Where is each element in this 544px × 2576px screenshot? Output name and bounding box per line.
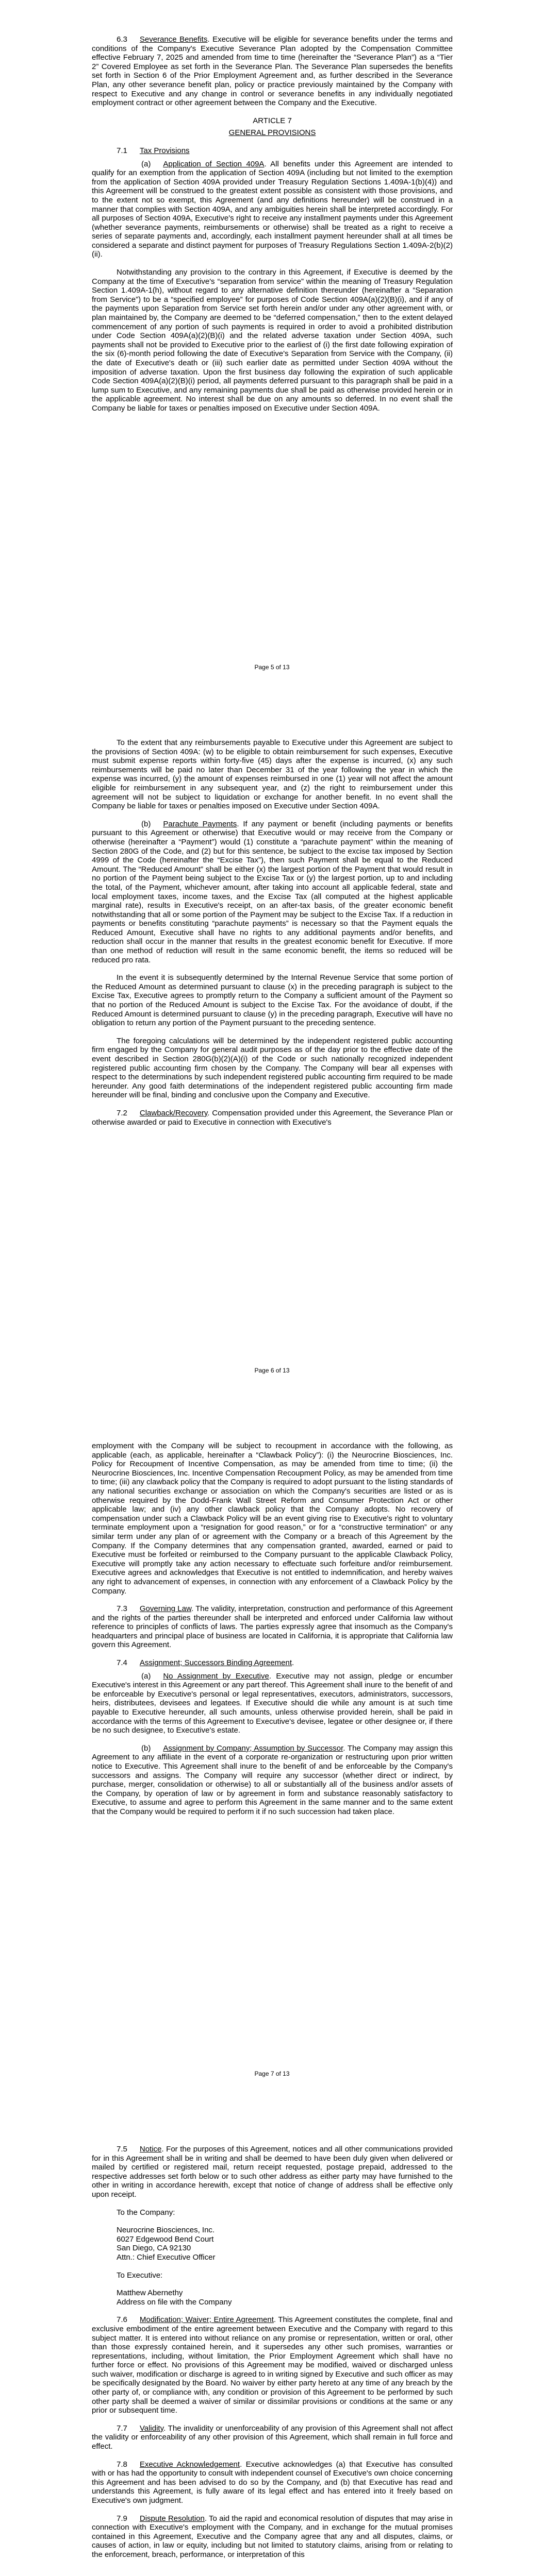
page-8 xyxy=(0,2110,544,2576)
section-text: . This Agreement constitutes the complete, final and exclusive embodiment of the entire agreement between Executive and the Company with regard to this subject matter. It is entered into without reliance on any promise or representation, written or oral, other than those expressly contained herein, and it supersedes any other such promises, warranties or representations, including, without limitation, the Prior Employment Agreement which shall have no further force or effect. No provisions of this Agreement may be modified, waived or discharged unless such waiver, modification or discharge is agreed to in writing signed by Executive and such officer as may be specifically designated by the Board. No waiver by either party hereto at any time of any breach by the other party of, or compliance with, any condition or provision of this Agreement to be performed by such other party shall be deemed a waiver of similar or dissimilar provisions or conditions at the same or any prior or subsequent time. xyxy=(92,2315,453,2415)
section-title: Governing Law xyxy=(139,1604,191,1614)
section-title: Clawback/Recovery xyxy=(139,1108,208,1117)
section-text: . The validity, interpretation, construction and performance of this Agreement and the rights of the parties thereunder shall be interpreted and enforced under California law without reference to principles of conflicts of laws. The parties expressly agree that insomuch as the Company's headquarters and principal place of business are located in California, it is appropriate that California law govern this Agreement. xyxy=(92,1604,453,1650)
page-number: Page 6 of 13 xyxy=(254,1367,290,1374)
executive-address-line: Matthew Abernethy xyxy=(117,2289,183,2298)
subsection-title: No Assignment by Executive xyxy=(163,1671,269,1681)
page-8-body xyxy=(92,2145,453,2568)
company-address-line: Neurocrine Biosciences, Inc. xyxy=(117,2226,215,2235)
section-7-9 xyxy=(92,2514,453,2560)
page-7 xyxy=(0,1406,544,2110)
company-address-line: Attn.: Chief Executive Officer xyxy=(117,2252,216,2262)
subsection-text: . Executive may not assign, pledge or encumber Executive's interest in this Agreement or any part thereof. This Agreement shall inure to the benefit of and be enforceable by Executive's personal or legal representatives, executors, administrators, successors, heirs, distributees, devisees and legatees. If Executive should die while any amount is at such time payable to Executive hereunder, all such amounts, unless otherwise provided herein, shall be paid in accordance with the terms of this Agreement to Executive's devisee, legatee or other designee or, if there be no such designee, to Executive's estate. xyxy=(92,1671,453,1735)
section-number: 7.5 xyxy=(117,2145,127,2154)
section-number: 7.1 xyxy=(117,146,127,155)
page-5 xyxy=(0,0,544,703)
section-title: Severance Benefits xyxy=(139,35,208,44)
section-title: Executive Acknowledgement xyxy=(139,2460,240,2469)
page-number: Page 5 of 13 xyxy=(254,664,290,671)
section-text: . Executive acknowledges (a) that Executive has consulted with or has had the opportunity to consult with independent counsel of Executive's own choice concerning this Agreement and has been advised to do so by the Company, and (b) that Executive has read and understands this Agreement, is fully aware of its legal effect and has entered into it freely based on Executive's own judgment. xyxy=(92,2460,453,2505)
section-text: . Compensation provided under this Agreement, the Severance Plan or otherwise awarded or paid to Executive in connection with Executive's xyxy=(92,1108,453,1127)
subsection-label: (b) xyxy=(141,1743,151,1753)
subsection-title: Assignment by Company; Assumption by Successor xyxy=(163,1743,343,1753)
irs-paragraph: In the event it is subsequently determined by the Internal Revenue Service that some portion of the Reduced Amount as determined pursuant to clause (x) in the preceding paragraph is subject to the Excise Tax, Executive agrees to promptly return to the Company a sufficient amount of the Payment so that no portion of the Reduced Amount is subject to the Excise Tax. For the avoidance of doubt, if the Reduced Amount is determined pursuant to clause (y) in the preceding paragraph, Executive will have no obligation to return any portion of the Payment pursuant to the preceding sentence. xyxy=(92,973,453,1028)
company-address-line: San Diego, CA 92130 xyxy=(117,2244,191,2253)
to-executive-label: To Executive: xyxy=(117,2270,163,2280)
section-7-8 xyxy=(92,2460,453,2505)
section-text: . The invalidity or unenforceability of any provision of this Agreement shall not affect the validity or enforceability of any other provision of this Agreement, which shall remain in full force and effect. xyxy=(92,2424,453,2451)
section-7-4-a xyxy=(92,1672,453,1735)
subsection-label: (a) xyxy=(141,1671,151,1681)
page-6 xyxy=(0,703,544,1406)
section-number: 6.3 xyxy=(117,35,127,44)
subsection-title: Application of Section 409A xyxy=(163,159,265,168)
section-text: . For the purposes of this Agreement, notices and all other communications provided for in this Agreement shall be in writing and shall be deemed to have been duly given when delivered or mailed by certified or registered mail, return receipt requested, postage prepaid, addressed to the respective addresses set forth below or to such other address as either party may have furnished to the other in writing in accordance herewith, except that notice of change of address shall be effective only upon receipt. xyxy=(92,2145,453,2199)
section-7-5 xyxy=(92,2145,453,2199)
section-number: 7.2 xyxy=(117,1108,127,1117)
section-6-3 xyxy=(92,35,453,108)
section-number: 7.6 xyxy=(117,2315,127,2325)
section-7-3 xyxy=(92,1604,453,1650)
section-number: 7.8 xyxy=(117,2460,127,2469)
subsection-label: (b) xyxy=(141,819,151,828)
to-company-label: To the Company: xyxy=(117,2208,175,2217)
section-number: 7.3 xyxy=(117,1604,127,1614)
section-7-1-a xyxy=(92,160,453,260)
subsection-text: . All benefits under this Agreement are intended to qualify for an exemption from the application of Section 409A (including but not limited to the exemption from the application of Section 409A provided under Treasury Regulation Sections 1.409A-1(b)(4)) and this Agreement will be construed to the greatest extent possible as consistent with those provisions, and to the extent not so exempt, this Agreement (and any definitions hereunder) will be construed in a manner that complies with Section 409A, and any ambiguities herein shall be interpreted accordingly. For all purposes of Section 409A, Executive's right to receive any installment payments under this Agreement (whether severance payments, reimbursements or otherwise) shall be treated as a right to receive a series of separate payments and, accordingly, each installment payment hereunder shall at all times be considered a separate and distinct payment for purposes of Treasury Regulations Section 1.409A-2(b)(2)(ii). xyxy=(92,159,453,259)
executive-address-line: Address on file with the Company xyxy=(117,2297,232,2307)
subsection-label: (a) xyxy=(141,159,151,168)
section-title: Dispute Resolution xyxy=(139,2514,205,2523)
section-7-1-heading xyxy=(92,146,453,156)
section-number: 7.9 xyxy=(117,2514,127,2523)
section-7-1-a-paragraph-2: Notwithstanding any provision to the contrary in this Agreement, if Executive is deemed by the Company at the time of Executive's “separation from service” within the meaning of Treasury Regulation Section 1.409A-1(h), without regard to any alternative definition thereunder (hereinafter a “Separation from Service”) to be a “specified employee” for purposes of Code Section 409A(a)(2)(B)(i), and if any of the payments upon Separation from Service set forth herein and/or under any other agreement with, or plan maintained by, the Company are deemed to be “deferred compensation,” then to the extent delayed commencement of any portion of such payments is required in order to avoid a prohibited distribution under Code Section 409A(a)(2)(B)(i) and the related adverse taxation under Section 409A, such payments shall not be provided to Executive prior to the earliest of (i) the first date following expiration of the six (6)-month period following the date of Executive's Separation from Service with the Company, (ii) the date of Executive's death or (iii) such earlier date as permitted under Section 409A without the imposition of adverse taxation. Upon the first business day following the expiration of such applicable Code Section 409A(a)(2)(B)(i) period, all payments deferred pursuant to this paragraph shall be paid in a lump sum to Executive, and any remaining payments due shall be paid as otherwise provided herein or in the applicable agreement. No interest shall be due on any amounts so deferred. In no event shall the Company be liable for taxes or penalties imposed on Executive under Section 409A. xyxy=(92,268,453,413)
section-7-2 xyxy=(92,1109,453,1127)
page-7-body xyxy=(92,1442,453,1825)
article-subtitle: GENERAL PROVISIONS xyxy=(228,128,316,138)
subsection-text: . The Company may assign this Agreement to any affiliate in the event of a corporate re-organization or restructuring upon prior written notice to Executive. This Agreement shall inure to the benefit of and be enforceable by the Company's successors and assigns. The Company will require any successor (whether direct or indirect, by purchase, merger, consolidation or otherwise) to all or substantially all of the business and/or assets of the Company, by operation of law or by agreement in form and substance reasonably satisfactory to Executive, to assume and agree to perform this Agreement in the same manner and to the same extent that the Company would be required to perform it if no such succession had taken place. xyxy=(92,1743,453,1816)
section-title: Notice xyxy=(139,2145,162,2154)
section-text: . To aid the rapid and economical resolution of disputes that may arise in connection with Executive's employment with the Company, and in exchange for the mutual promises contained in this Agreement, Executive and the Company agree that any and all disputes, claims, or causes of action, in law or equity, including but not limited to statutory claims, arising from or relating to the enforcement, breach, performance, or interpretation of this xyxy=(92,2514,453,2559)
section-title-period: . xyxy=(292,1658,294,1668)
page-6-body xyxy=(92,738,453,1136)
section-7-7 xyxy=(92,2424,453,2451)
section-text: . Executive will be eligible for severance benefits under the terms and conditions of the Company's Executive Severance Plan adopted by the Compensation Committee effective February 7, 2025 and amended from time to time (hereinafter the “Severance Plan”) as a “Tier 2” Covered Employee as set forth in the Severance Plan. The Severance Plan supersedes the benefits set forth in Section 6 of the Prior Employment Agreement and, as further described in the Severance Plan, any other severance benefit plan, policy or practice previously maintained by the Company with respect to Executive and any change in control or severance benefits in any individually negotiated employment contract or other agreement between the Company and the Executive. xyxy=(92,35,453,108)
section-7-1-b xyxy=(92,820,453,965)
page-number: Page 7 of 13 xyxy=(254,2070,290,2077)
section-number: 7.7 xyxy=(117,2424,127,2433)
page-5-body xyxy=(92,35,453,422)
section-title: Modification; Waiver; Entire Agreement xyxy=(139,2315,274,2325)
section-7-4-heading xyxy=(92,1658,453,1668)
article-title: ARTICLE 7 xyxy=(253,116,292,125)
section-title: Assignment; Successors Binding Agreement xyxy=(139,1658,292,1668)
company-address-line: 6027 Edgewood Bend Court xyxy=(117,2234,214,2244)
section-7-6 xyxy=(92,2315,453,2415)
subsection-text: . If any payment or benefit (including payments or benefits pursuant to this Agreement or otherwise) that Executive would or may receive from the Company or otherwise (hereinafter a “Payment”) would (1) constitute a “parachute payment” within the meaning of Section 280G of the Code, and (2) but for this sentence, be subject to the excise tax imposed by Section 4999 of the Code (hereinafter the “Excise Tax”), then such Payment shall be equal to the Reduced Amount. The “Reduced Amount” shall be either (x) the largest portion of the Payment that would result in no portion of the Payment being subject to the Excise Tax or (y) the largest portion, up to and including the total, of the Payment, whichever amount, after taking into account all applicable federal, state and local employment taxes, income taxes, and the Excise Tax (all computed at the highest applicable marginal rate), results in Executive's receipt, on an after-tax basis, of the greater economic benefit notwithstanding that all or some portion of the Payment may be subject to the Excise Tax. If a reduction in payments or benefits constituting “parachute payments” is necessary so that the Payment equals the Reduced Amount, Executive shall have no rights to any additional payments and/or benefits, and reduction shall occur in the manner that results in the greatest economic benefit for Executive. If more than one method of reduction will result in the same economic benefit, the items so reduced will be reduced pro rata. xyxy=(92,819,453,964)
reimbursement-paragraph: To the extent that any reimbursements payable to Executive under this Agreement are subject to the provisions of Section 409A: (w) to be eligible to obtain reimbursement for such expenses, Executive must submit expense reports within forty-five (45) days after the expense is incurred, (x) any such reimbursements will be paid no later than December 31 of the year following the year in which the expense was incurred, (y) the amount of expenses reimbursed in one (1) year will not affect the amount eligible for reimbursement in any subsequent year, and (z) the right to reimbursement under this agreement will not be subject to liquidation or exchange for another benefit. In no event shall the Company be liable for taxes or penalties imposed on Executive under Section 409A. xyxy=(92,738,453,811)
company-notice-address xyxy=(117,2208,453,2262)
section-title: Tax Provisions xyxy=(139,146,190,155)
section-7-4-b xyxy=(92,1744,453,1817)
subsection-title: Parachute Payments xyxy=(163,819,237,828)
section-title: Validity xyxy=(139,2424,163,2433)
calculations-paragraph: The foregoing calculations will be determined by the independent registered public accounting firm engaged by the Company for general audit purposes as of the day prior to the effective date of the event described in Section 280G(b)(2)(A)(i) of the Code or such nationally recognized independent registered public accounting firm chosen by the Company. The Company will bear all expenses with respect to the determinations by such independent registered public accounting firm required to be made hereunder. Any good faith determinations of the independent registered public accounting firm made hereunder will be final, binding and conclusive upon the Company and Executive. xyxy=(92,1036,453,1100)
executive-notice-address xyxy=(117,2271,453,2307)
section-number: 7.4 xyxy=(117,1658,127,1668)
clawback-paragraph: employment with the Company will be subject to recoupment in accordance with the following, as applicable (each, as applicable, hereinafter a “Clawback Policy”): (i) the Neurocrine Biosciences, Inc. Policy for Recoupment of Incentive Compensation, as may be amended from time to time; (ii) the Neurocrine Biosciences, Inc. Incentive Compensation Recoupment Policy, as may be amended from time to time; (iii) any clawback policy that the Company is required to adopt pursuant to the listing standards of any national securities exchange or association on which the Company's securities are listed or as is otherwise required by the Dodd-Frank Wall Street Reform and Consumer Protection Act or other applicable law; and (iv) any other clawback policy that the Company adopts. No recovery of compensation under such a Clawback Policy will be an event giving rise to Executive's right to voluntary terminate employment upon a “resignation for good reason,” or for a “constructive termination” or any similar term under any plan of or agreement with the Company or a breach of this Agreement by the Company. If the Company determines that any compensation granted, awarded, earned or paid to Executive must be forfeited or reimbursed to the Company pursuant to the applicable Clawback Policy, Executive will promptly take any action necessary to effectuate such forfeiture and/or reimbursement. Executive agrees and acknowledges that Executive is not entitled to indemnification, and hereby waives any right to advancement of expenses, in connection with any enforcement of a Clawback Policy by the Company. xyxy=(92,1442,453,1596)
